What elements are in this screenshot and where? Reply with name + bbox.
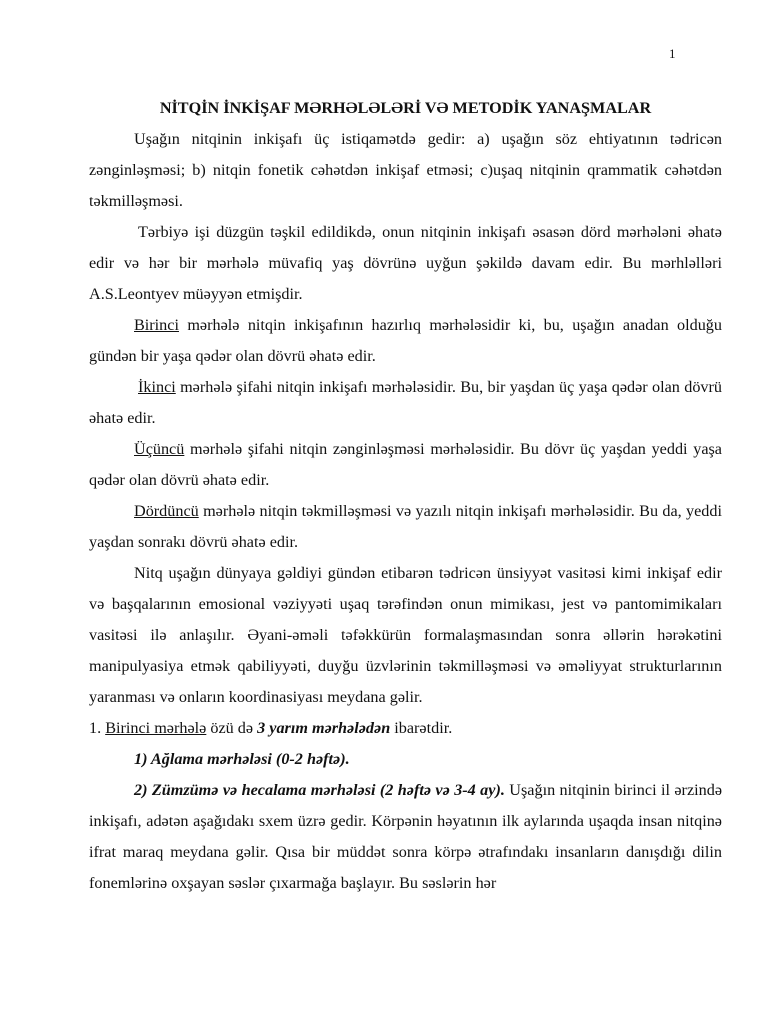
paragraph-intro: Uşağın nitqinin inkişafı üç istiqamətdə gedir: a) uşağın söz ehtiyatının tədricən zənginləşməsi; b) nitqin fonetik cəhətdən inkişaf etməsi; c)uşaq nitqinin qrammatik cəhətdən təkmilləşməsi. <box>89 130 722 210</box>
paragraph-stage-1: Birinci mərhələ nitqin inkişafının hazırlıq mərhələsidir ki, bu, uşağın anadan olduğu gündən bir yaşa qədər olan dövrü əhatə edir. <box>89 316 722 365</box>
section-1-label: Birinci mərhələ <box>105 719 207 737</box>
stage-3-label: Üçüncü <box>134 440 185 458</box>
section-1-heading: 1. Birinci mərhələ özü də 3 yarım mərhələdən ibarətdir. <box>89 719 453 737</box>
page-title: NİTQİN İNKİŞAF MƏRHƏLƏLƏRİ VƏ METODİK YANAŞMALAR <box>159 99 652 117</box>
paragraph-stage-4: Dördüncü mərhələ nitqin təkmilləşməsi və yazılı nitqin inkişafı mərhələsidir. Bu da, yeddi yaşdan sonrakı dövrü əhatə edir. <box>89 502 722 551</box>
paragraph-communication: Nitq uşağın dünyaya gəldiyi gündən etibarən tədricən ünsiyyət vasitəsi kimi inkişaf edir və başqalarının emosional vəziyyəti uşaq tərəfindən onun mimikası, jest və pantomimikaları vasitəsi ilə anlaşılır. Əyani-əməli təfəkkürün formalaşmasından sonra əllərin hərəkətini manipulyasiya etmək qabiliyyəti, duyğu üzvlərinin təkmilləşməsi və əməliyyat strukturlarının yaranması və onların koordinasiyası meydana gəlir. <box>89 564 722 706</box>
paragraph-stages-overview: Tərbiyə işi düzgün təşkil edildikdə, onun nitqinin inkişafı əsasən dörd mərhələni əhatə edir və hər bir mərhələ müvafiq yaş dövrünə uyğun şəkildə davam edir. Bu mərhləlləri A.S.Leontyev müəyyən etmişdir. <box>89 223 722 303</box>
paragraph-stage-2: İkinci mərhələ şifahi nitqin inkişafı mərhələsidir. Bu, bir yaşdan üç yaşa qədər olan dövrü əhatə edir. <box>89 378 722 427</box>
paragraph-stage-3: Üçüncü mərhələ şifahi nitqin zənginləşməsi mərhələsidir. Bu dövr üç yaşdan yeddi yaşa qədər olan dövrü əhatə edir. <box>89 440 722 489</box>
stage-4-label: Dördüncü <box>134 502 199 520</box>
subsection-1: 1) Ağlama mərhələsi (0-2 həftə). <box>134 750 350 768</box>
document-body <box>89 93 722 899</box>
stage-1-label: Birinci <box>134 316 179 334</box>
stage-2-label: İkinci <box>138 378 176 396</box>
subsection-2: 2) Zümzümə və hecalama mərhələsi (2 həftə və 3-4 ay). Uşağın nitqinin birinci il ərzində inkişafı, adətən aşağıdakı sxem üzrə gedir. Körpənin həyatının ilk aylarında uşaqda insan nitqinə ifrat maraq meydana gəlir. Qısa bir müddət sonra körpə ətrafındakı insanların danışdığı dilin fonemlərinə oxşayan səslər çıxarmağa başlayır. Bu səslərin hər <box>89 781 723 892</box>
page-number: 1 <box>669 46 676 61</box>
